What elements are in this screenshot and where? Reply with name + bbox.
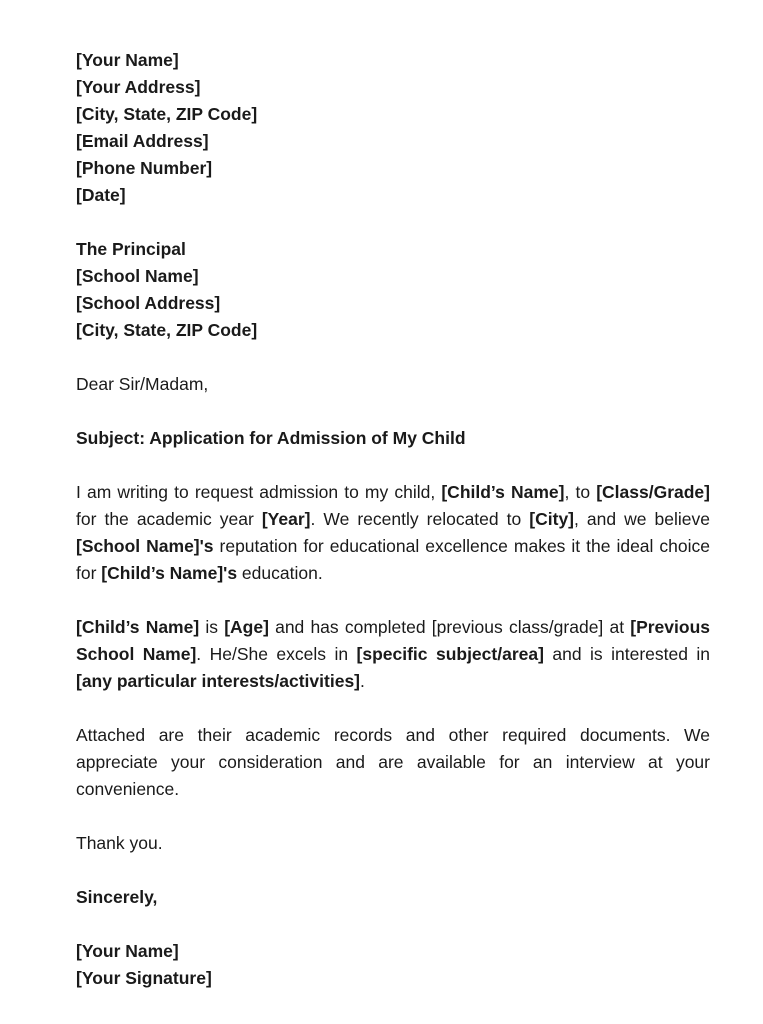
recipient-title: The Principal [76, 239, 186, 259]
placeholder-childs-name: [Child’s Name] [76, 617, 200, 637]
letter [76, 47, 710, 992]
closing-line: Sincerely, [76, 887, 158, 907]
sender-date: [Date] [76, 185, 126, 205]
sender-phone: [Phone Number] [76, 158, 213, 178]
signature-placeholder: [Your Signature] [76, 968, 212, 988]
body-paragraph-2 [76, 614, 710, 695]
text-run: . We recently relocated to [310, 509, 530, 529]
text-run: . [360, 671, 365, 691]
recipient-city-state-zip: [City, State, ZIP Code] [76, 320, 258, 340]
signature-name: [Your Name] [76, 941, 179, 961]
salutation: Dear Sir/Madam, [76, 374, 209, 394]
recipient-school-name: [School Name] [76, 266, 199, 286]
placeholder-interests: [any particular interests/activities] [76, 671, 360, 691]
placeholder-class-grade: [Class/Grade] [596, 482, 710, 502]
text-run: and is interested in [543, 644, 711, 664]
sender-email: [Email Address] [76, 131, 209, 151]
thanks-line: Thank you. [76, 833, 163, 853]
recipient-school-address: [School Address] [76, 293, 221, 313]
text-run: education. [237, 563, 323, 583]
text-run: , to [564, 482, 597, 502]
sender-name: [Your Name] [76, 50, 179, 70]
placeholder-childs-name: [Child’s Name] [441, 482, 565, 502]
text-run: and has completed [previous class/grade] at [268, 617, 631, 637]
subject-line: Subject: Application for Admission of My Child [76, 428, 466, 448]
placeholder-year: [Year] [261, 509, 311, 529]
sender-address: [Your Address] [76, 77, 201, 97]
text-run: . He/She excels in [196, 644, 357, 664]
text-run: is [199, 617, 225, 637]
recipient-block [76, 236, 710, 344]
text-run: , and we believe [574, 509, 711, 529]
text-run: reputation for educational excellence makes it the ideal choice for [76, 536, 710, 583]
body-paragraph-1 [76, 479, 710, 587]
body-paragraph-3: Attached are their academic records and other required documents. We appreciate your consideration and are available for an interview at your convenience. [76, 725, 710, 799]
placeholder-age: [Age] [224, 617, 269, 637]
placeholder-school-name: [School Name]'s [76, 536, 214, 556]
text-run: for the academic year [76, 509, 262, 529]
signature-block [76, 938, 710, 992]
placeholder-childs-name: [Child’s Name]'s [101, 563, 238, 583]
placeholder-city: [City] [529, 509, 575, 529]
placeholder-previous-school: [Previous School Name] [76, 617, 710, 664]
placeholder-subject-area: [specific subject/area] [356, 644, 544, 664]
text-run: I am writing to request admission to my child, [76, 482, 442, 502]
sender-city-state-zip: [City, State, ZIP Code] [76, 104, 258, 124]
sender-block [76, 47, 710, 209]
